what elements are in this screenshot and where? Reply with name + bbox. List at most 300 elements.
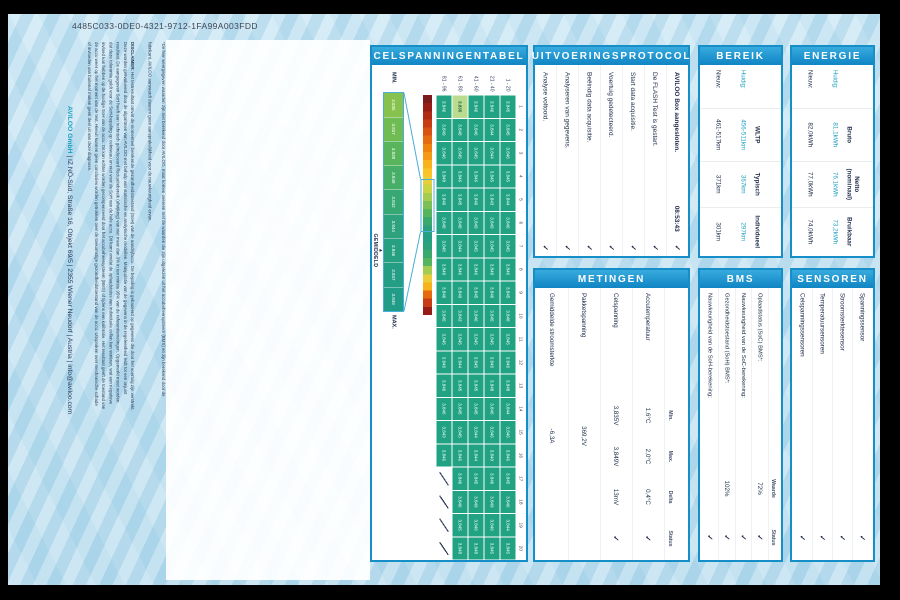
value-cell <box>736 462 752 515</box>
column-header: Netto (nominaal) <box>842 161 873 207</box>
sensor-label: Spanningssensor <box>859 293 867 342</box>
cell-column-number: 15 <box>518 429 524 435</box>
card-energy-body <box>792 65 873 256</box>
protocol-step-label: Beëindig data acquisitie. <box>585 72 594 143</box>
sensor-row <box>833 288 853 560</box>
value-cell: 82,0kWh <box>792 108 817 161</box>
cell-voltage: 3.848 <box>436 211 452 234</box>
gauge-average-marker <box>373 230 384 270</box>
card-sensors <box>790 268 875 562</box>
cell-column-number: 16 <box>518 452 524 459</box>
check-icon: ✓ <box>838 534 847 542</box>
cell-column-number: 2 <box>518 128 524 132</box>
gauge-scale-value: 3.849 <box>384 287 403 311</box>
cell-column-number: 13 <box>518 382 524 389</box>
cell-column-number: 3 <box>518 151 524 155</box>
value-cell: 371km <box>700 161 725 207</box>
value-cell: 81,1kWh <box>817 108 842 161</box>
cell-column-number: 12 <box>518 359 524 366</box>
cell-column-number: 11 <box>518 336 524 342</box>
column-header: Typisch <box>750 161 781 207</box>
row-label: Nauwkeurigheid van de SoC-berekening: <box>740 293 747 398</box>
cell-voltage: 3.845 <box>468 142 484 165</box>
table-corner <box>769 288 782 462</box>
cell-voltage: 3.848 <box>484 258 500 281</box>
company-address-block <box>56 106 74 530</box>
cell-voltage: 3.845 <box>500 467 516 490</box>
cell-voltage: 3.844 <box>484 142 500 165</box>
status-cell <box>601 517 633 560</box>
cell-voltage: 3.845 <box>500 537 516 560</box>
value-cell-min: 1,6°C <box>644 407 652 424</box>
value-cell-min: 3,835V <box>612 405 620 426</box>
cell-voltage: 3.846 <box>436 95 452 118</box>
column-header: Min. <box>667 410 674 421</box>
value-cell: 72% <box>756 482 764 495</box>
protocol-row <box>666 65 688 256</box>
value-cell: 102% <box>723 480 731 497</box>
protocol-list <box>535 65 688 256</box>
footnote-line: *De hier weergegeven waarden zijn niet berekend door AVILOO, maar komen overeen met de waarden die zijn uitgelezen uit het accubeheersysteem (BMS) en zijn berekend door de <box>161 42 166 397</box>
gauge-color-segment <box>423 299 432 307</box>
check-icon: ✓ <box>755 534 764 541</box>
table-row <box>600 288 632 560</box>
cell-voltage: 3.844 <box>468 421 484 444</box>
cell-voltage: 3.846 <box>436 374 452 397</box>
cell-column-number: 18 <box>518 499 524 505</box>
cell-voltage: 3.846 <box>484 467 500 490</box>
value-cell: 461-517km <box>700 108 725 161</box>
gauge-color-segment <box>423 152 432 160</box>
disclaimer-line: Deze worden geëvalueerd door de algoritmen van AVILOO met behulp van statistische en analytische modellen. Manipulatie van de gegevens in de regeleenheid leidt tot een onjuist <box>122 42 128 395</box>
value-cell: 73,2kWh <box>817 207 842 256</box>
cell-voltage: 3.849 <box>452 281 468 304</box>
card-protocol <box>533 45 690 258</box>
cell-voltage: 3.846 <box>452 165 468 188</box>
protocol-row <box>644 65 666 256</box>
cell-group-label: 21 - 40 <box>489 75 495 92</box>
check-icon: ✓ <box>628 244 638 251</box>
gauge-color-segment <box>423 95 432 103</box>
protocol-row <box>622 65 644 256</box>
cell-group-row <box>484 65 500 560</box>
gauge-scale-value: 3.840 <box>384 165 403 189</box>
cell-voltage: 3.846 <box>484 95 500 118</box>
cell-voltage: 3.848 <box>452 537 468 560</box>
card-measurements-title: METINGEN <box>535 270 688 288</box>
table-corner <box>665 288 689 395</box>
cell-group-row <box>452 65 468 560</box>
energy-table <box>792 65 873 256</box>
cell-voltage: 3.845 <box>452 328 468 351</box>
cell-voltage: 3.848 <box>500 304 516 327</box>
row-label: Nieuw: <box>715 70 722 89</box>
disclaimer-line: invloed kan hebben op de huidige SoH van de accu. Dit kan echter worden gecompenseerd door het accubeheersysteem (BMS) of tijdens een kalibratie. Het resultaat geeft de toestand van <box>101 42 107 410</box>
row-label: Oplaadstatus (SoC) BMS*: <box>757 293 763 362</box>
table-row <box>725 65 750 256</box>
value-cell-empty <box>536 477 568 517</box>
cell-voltage: 3.844 <box>500 397 516 420</box>
value-cell: 301km <box>700 207 725 256</box>
status-cell <box>798 516 807 560</box>
cell-column-number: 14 <box>518 406 524 412</box>
check-icon: ✓ <box>607 244 616 251</box>
gauge-color-segment <box>423 128 432 136</box>
cell-voltage: 3.845 <box>436 328 452 351</box>
cell-group-label: 61 - 80 <box>457 75 463 92</box>
cell-group-row <box>436 65 452 560</box>
table-row <box>719 288 736 560</box>
cell-voltage: 3.846 <box>484 514 500 537</box>
cell-voltage: 3.843 <box>436 421 452 444</box>
status-cell <box>752 515 768 560</box>
table-row <box>735 288 752 560</box>
card-cell-voltages-body <box>372 65 526 560</box>
cell-voltage: 3.846 <box>484 421 500 444</box>
cell-column-number: 7 <box>518 244 524 248</box>
cell-column-number: 17 <box>518 475 524 482</box>
status-cell <box>838 516 847 560</box>
row-label: Accutemperatuur <box>644 293 652 341</box>
cell-column-number: 9 <box>518 291 524 294</box>
protocol-step-label: AVILOO Box aangesloten. <box>673 72 682 153</box>
value-cell-span: 369,2V <box>580 426 588 446</box>
card-bms-title: BMS <box>700 270 781 288</box>
battery-report-document <box>8 14 880 585</box>
table-corner <box>842 65 873 108</box>
gauge-scale-value: 3.844 <box>384 214 403 238</box>
footnote-block <box>142 42 170 582</box>
cell-voltage: 3.846 <box>436 188 452 211</box>
row-label: Nauwkeurigheid van de SoH-berekening: <box>707 293 714 398</box>
column-header: WLTP <box>750 108 781 161</box>
card-sensors-title: SENSOREN <box>792 270 873 288</box>
cell-voltage: 3.848 <box>484 374 500 397</box>
cell-column-number: 20 <box>518 545 524 552</box>
protocol-row <box>556 65 578 256</box>
disclaimer-line: resultaat. De aangegeven SoH heeft een technisch geïnduceerd fluctuatiebereik (afwijking) van niet meer dan 3% in ten minste 95% van de referentiemetingen. Opgemerkt moet worden <box>115 42 121 403</box>
row-label: Pakketspanning <box>580 293 588 338</box>
status-cell <box>719 515 735 560</box>
value-cell: 76,1kWh <box>817 161 842 207</box>
card-energy-title: ENERGIE <box>792 47 873 65</box>
table-row <box>700 65 725 256</box>
card-protocol-body <box>535 65 688 256</box>
table-row <box>536 288 568 560</box>
check-icon: ✓ <box>563 244 572 251</box>
status-cell <box>633 517 665 560</box>
cell-voltage: 3.844 <box>500 514 516 537</box>
gauge-color-segment <box>423 242 432 250</box>
card-bms <box>698 268 783 562</box>
cell-voltage: 3.845 <box>500 328 516 351</box>
cell-voltage: 3.845 <box>468 351 484 374</box>
row-label: Huidig: <box>832 70 839 89</box>
cell-voltage: 3.835 <box>452 95 468 118</box>
cell-number-row <box>516 65 526 560</box>
cell-voltage: 3.846 <box>484 397 500 420</box>
cell-voltage: 3.846 <box>468 95 484 118</box>
status-cell <box>818 516 827 560</box>
cell-voltage: 3.844 <box>452 235 468 258</box>
card-bms-body <box>700 288 781 560</box>
gauge-color-segment <box>423 307 432 315</box>
cell-voltage: 3.845 <box>500 281 516 304</box>
cell-voltage: 3.845 <box>484 304 500 327</box>
table-row <box>632 288 664 560</box>
value-cell: 77,0kWh <box>792 161 817 207</box>
cell-voltage: 3.845 <box>468 467 484 490</box>
cell-group-row <box>468 65 484 560</box>
gauge-max-label: MAX. <box>391 315 397 329</box>
cell-voltage: 3.845 <box>452 188 468 211</box>
cell-empty <box>436 467 452 490</box>
gauge-color-segment <box>423 266 432 274</box>
cell-voltage: 3.845 <box>468 397 484 420</box>
card-energy <box>790 45 875 258</box>
cell-voltage: 3.848 <box>436 235 452 258</box>
cell-voltage: 3.846 <box>436 281 452 304</box>
column-header: Max. <box>667 450 674 463</box>
cell-voltage: 3.846 <box>500 490 516 513</box>
gauge-color-segment <box>423 136 432 144</box>
cell-voltage: 3.848 <box>468 537 484 560</box>
protocol-row <box>535 65 556 256</box>
check-icon: ✓ <box>739 534 748 541</box>
cell-voltage: 3.845 <box>468 281 484 304</box>
gauge-scale-value: 3.847 <box>384 262 403 286</box>
cell-group-label: 81 - 96 <box>441 75 447 92</box>
gauge-color-segment <box>423 250 432 258</box>
gauge-scale-value: 3.838 <box>384 141 403 165</box>
cell-voltage: 3.845 <box>452 421 468 444</box>
check-icon: ✓ <box>585 244 594 251</box>
triangle-up-icon: ▲ <box>378 247 384 253</box>
gauge-color-segment <box>423 160 432 168</box>
cell-voltage: 3.845 <box>484 235 500 258</box>
status-cell <box>736 515 752 560</box>
table-row <box>792 65 817 256</box>
sensor-label: Temperatuursensoren <box>819 293 827 354</box>
card-cell-voltages <box>370 45 528 562</box>
check-icon: ✓ <box>643 535 653 542</box>
cell-voltage: 3.845 <box>468 328 484 351</box>
disclaimer-heading: DISCLAIMER: <box>130 42 135 71</box>
column-header: Delta <box>667 490 674 504</box>
check-icon: ✓ <box>672 244 682 251</box>
cell-voltage: 3.845 <box>468 235 484 258</box>
row-label: Huidig: <box>740 70 747 89</box>
cell-empty <box>436 537 452 560</box>
company-name: AVILOO GmbH <box>66 106 74 154</box>
protocol-step-label: Start data acquisitie. <box>629 72 638 131</box>
disclaimer-line: dat deze tolerantie geldt voor de SoH-bepaling op celniveau en niet voor de SoH van de hele accu. Dit komt omdat de oplaadstatus van individuele cellen kan variëren, wat een negatieve <box>108 42 114 405</box>
cell-voltage: 3.849 <box>436 118 452 141</box>
value-cell: 297km <box>725 207 750 256</box>
value-cell-max: 3,849V <box>612 446 620 467</box>
cell-voltage: 3.845 <box>500 95 516 118</box>
protocol-step-label: Analyseren van gegevens. <box>563 72 572 149</box>
cell-voltage: 3.845 <box>500 235 516 258</box>
cell-voltage: 3.846 <box>436 351 452 374</box>
footnote-line: fabrikant. AVILOO aanvaardt daarom geen aansprakelijkheid voor de nauwkeurigheid ervan. <box>147 42 153 222</box>
cell-voltage-table <box>372 65 526 560</box>
cell-voltage: 3.845 <box>484 537 500 560</box>
cell-voltage: 3.848 <box>436 258 452 281</box>
company-address <box>56 106 74 530</box>
cell-voltage: 3.846 <box>436 444 452 467</box>
cell-column-number: 1 <box>518 105 524 108</box>
card-cell-voltages-title: CELSPANNINGENTABEL <box>372 47 526 65</box>
card-measurements-body <box>535 288 688 560</box>
cell-voltage: 3.844 <box>484 118 500 141</box>
status-cell <box>536 517 568 560</box>
check-icon: ✓ <box>722 534 731 541</box>
cell-voltage: 3.846 <box>452 258 468 281</box>
gauge-color-segment <box>423 119 432 127</box>
gauge-highlight-box <box>421 179 435 232</box>
card-range-title: BEREIK <box>700 47 781 65</box>
cell-voltage: 3.848 <box>452 118 468 141</box>
gauge-scale-box <box>383 92 404 312</box>
cell-voltage: 3.849 <box>468 490 484 513</box>
cell-empty <box>436 514 452 537</box>
gauge-scale-value: 3.837 <box>384 117 403 141</box>
disclaimer-block <box>84 42 136 582</box>
gauge-scale-value: 3.846 <box>384 238 403 262</box>
cell-voltage: 3.845 <box>484 328 500 351</box>
table-header-row <box>664 288 688 560</box>
value-cell-max: 2,0°C <box>644 448 652 465</box>
value-cell: 367km <box>725 161 750 207</box>
table-header-row <box>750 65 781 256</box>
check-icon: ✓ <box>705 534 715 541</box>
gauge-color-segment <box>423 103 432 111</box>
cell-voltage: 3.846 <box>468 258 484 281</box>
value-cell <box>702 462 719 515</box>
gauge-color-segment <box>423 282 432 290</box>
cell-column-number: 6 <box>518 221 524 225</box>
check-icon: ✓ <box>611 535 621 542</box>
gauge-average-label: GEMIDDELD <box>372 233 379 268</box>
cell-corner <box>516 65 526 95</box>
cell-voltage: 3.846 <box>468 165 484 188</box>
company-address-rest: | IZ NÖ-Süd, Straße 16, Objekt 69/5 | 2355 Wiener Neudorf | Austria | info@aviloo.com <box>66 153 74 415</box>
cell-voltage: 3.846 <box>500 211 516 234</box>
column-header: Waarde <box>770 479 777 498</box>
cell-voltage: 3.846 <box>452 444 468 467</box>
cell-column-number: 8 <box>518 268 524 271</box>
check-icon: ✓ <box>541 244 550 251</box>
cell-voltage: 3.846 <box>436 142 452 165</box>
value-cell: 74,0kWh <box>792 207 817 256</box>
cell-voltage: 3.846 <box>500 142 516 165</box>
cell-column-number: 19 <box>518 522 524 528</box>
cell-voltage: 3.848 <box>436 165 452 188</box>
footnote-text <box>142 42 170 582</box>
gauge-color-segment <box>423 111 432 119</box>
column-header: Bruto <box>842 108 873 161</box>
table-row <box>568 288 600 560</box>
cell-group-label: 1 - 20 <box>505 78 511 92</box>
table-row <box>752 288 769 560</box>
protocol-step-label: Analyse voltooid. <box>541 72 550 122</box>
disclaimer-text <box>84 42 136 582</box>
sensor-row <box>793 288 813 560</box>
cell-voltage: 3.845 <box>500 118 516 141</box>
cell-voltage: 3.846 <box>500 258 516 281</box>
voltage-gauge <box>372 65 436 560</box>
column-header: Status <box>770 529 777 546</box>
gauge-scale-value: 3.842 <box>384 190 403 214</box>
row-label: Gemiddelde stroomsterkte <box>548 293 556 367</box>
cell-voltage: 3.840 <box>484 444 500 467</box>
disclaimer-line: de accu weer op het moment van de test. Hieruit kunnen geen conclusies worden getrokken over de toekomstige gezondheidstoestand van de accu. Uitspraken over mechanische schade <box>93 42 99 406</box>
check-icon: ✓ <box>798 534 807 542</box>
gauge-color-segment <box>423 291 432 299</box>
cell-voltage: 3.846 <box>468 514 484 537</box>
cell-group-label: 41 - 60 <box>473 75 479 92</box>
status-cell <box>702 515 719 560</box>
protocol-row <box>578 65 600 256</box>
cell-voltage: 3.846 <box>500 351 516 374</box>
cell-voltage: 3.844 <box>452 351 468 374</box>
card-sensors-body <box>792 288 873 560</box>
cell-voltage: 3.849 <box>484 490 500 513</box>
protocol-step-label: De FLASH Test is gestart. <box>651 72 660 147</box>
measurements-table <box>535 288 688 560</box>
cell-voltage: 3.843 <box>452 304 468 327</box>
cell-voltage: 3.849 <box>468 211 484 234</box>
status-cell <box>569 517 601 560</box>
value-cell-delta: 13mV <box>612 488 620 506</box>
table-header-row <box>768 288 781 560</box>
cell-voltage: 3.845 <box>452 374 468 397</box>
cell-column-number: 10 <box>518 313 524 319</box>
table-row <box>702 288 719 560</box>
sensor-row <box>853 288 873 560</box>
table-corner <box>750 65 781 108</box>
gauge-color-segment <box>423 168 432 176</box>
row-label: Nieuw: <box>807 70 814 89</box>
check-icon: ✓ <box>858 534 867 542</box>
sensors-list <box>792 288 873 560</box>
cell-voltage: 3.848 <box>452 211 468 234</box>
protocol-step-time: 08:53:43 <box>673 205 682 232</box>
cell-voltage: 3.849 <box>484 211 500 234</box>
report-uuid: 4485C033-0DE0-4321-9712-1FA99A003FDD <box>72 21 258 31</box>
cell-voltage: 3.845 <box>452 514 468 537</box>
row-label: Gezondheidstoestand (SoH) BMS*: <box>724 293 730 384</box>
sensor-label: Stroomsterktesensor <box>839 293 847 351</box>
cell-voltage: 3.843 <box>484 188 500 211</box>
protocol-step-label: Voertuig gedetecteerd. <box>607 72 616 138</box>
card-measurements <box>533 268 690 562</box>
value-cell: 456-511km <box>725 108 750 161</box>
cell-voltage: 3.848 <box>500 374 516 397</box>
disclaimer-line: of invloeden van buitenaf maken geen deel uit van deze diagnose. <box>86 42 92 172</box>
table-header-row <box>842 65 873 256</box>
gauge-scale-value: 3.835 <box>384 93 403 117</box>
cell-voltage: 3.846 <box>500 421 516 444</box>
gauge-color-segment <box>423 234 432 242</box>
column-header: Individueel <box>750 207 781 256</box>
cell-voltage: 3.845 <box>452 397 468 420</box>
cell-voltage: 3.846 <box>468 304 484 327</box>
range-table <box>700 65 781 256</box>
cell-empty <box>436 490 452 513</box>
cell-voltage: 3.846 <box>484 351 500 374</box>
